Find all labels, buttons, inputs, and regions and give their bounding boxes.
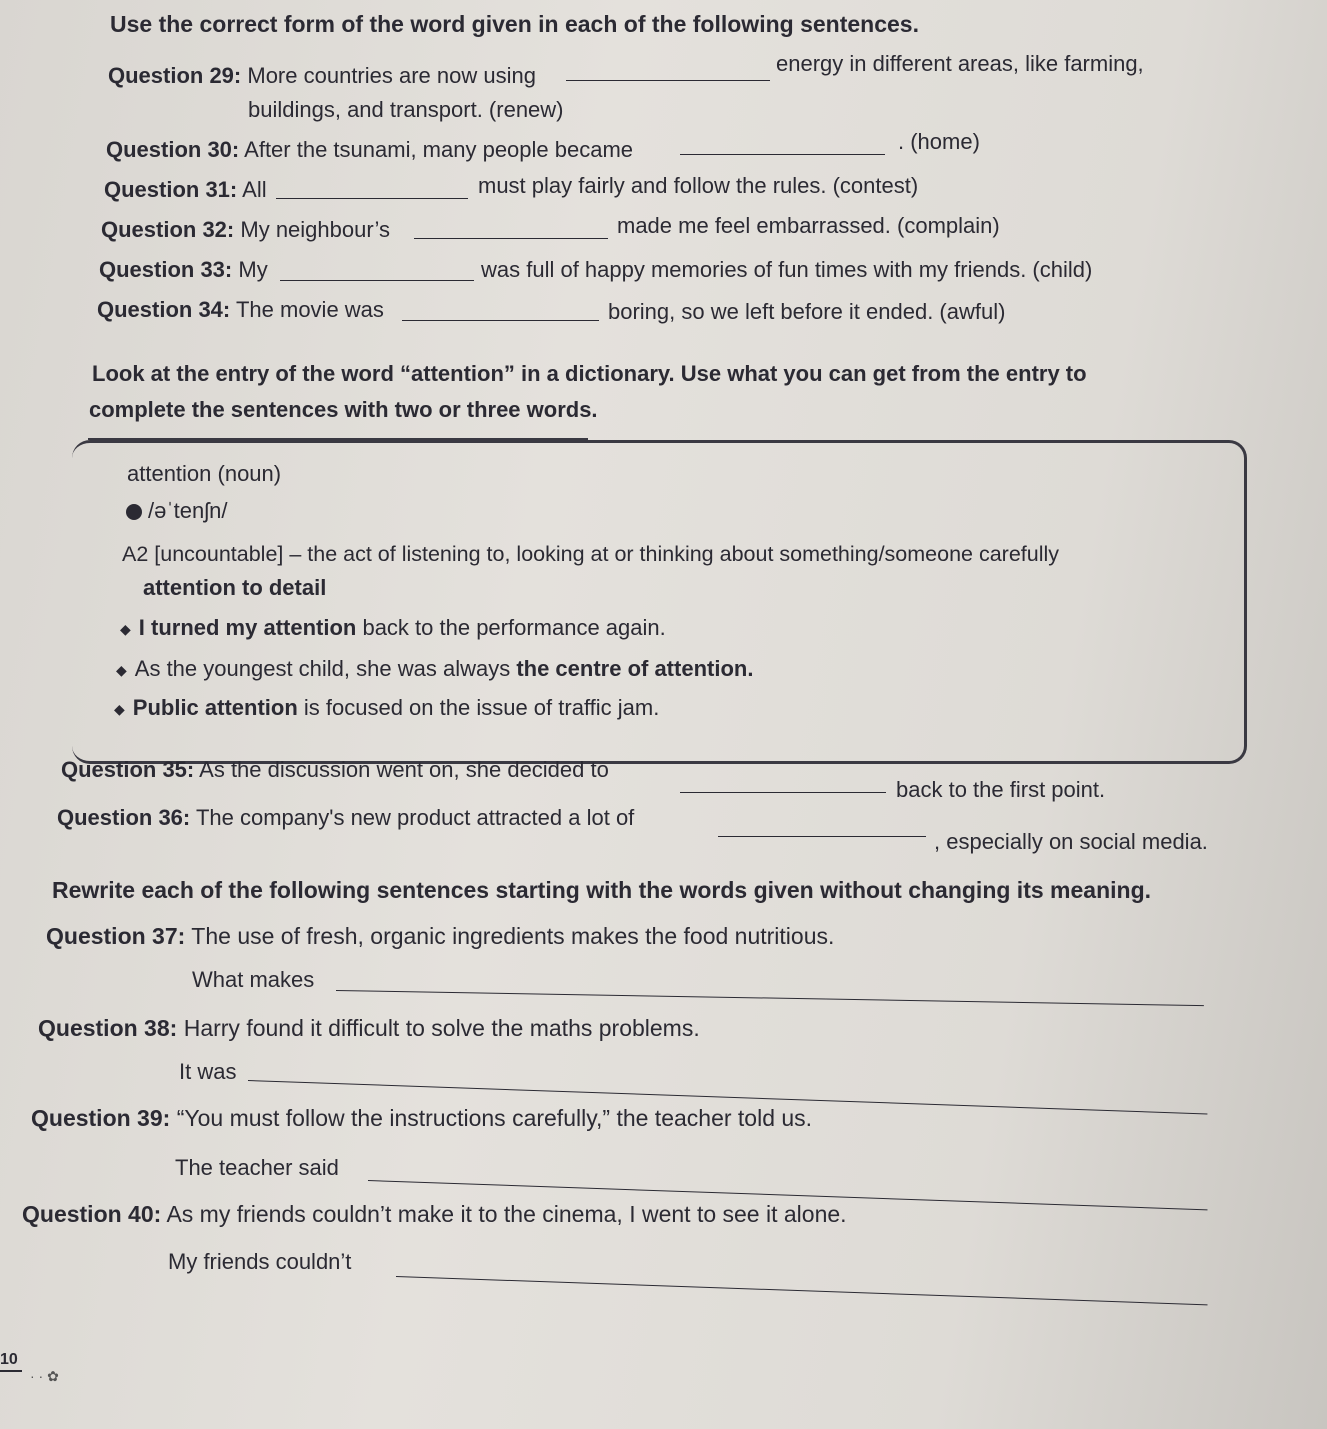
question-40 bbox=[22, 1200, 847, 1228]
q35-label: Question 35: bbox=[61, 757, 195, 782]
entry-pronunciation: /əˈtenʃn/ bbox=[148, 498, 228, 523]
question-37 bbox=[46, 922, 834, 950]
diamond-bullet-icon: ◆ bbox=[114, 701, 125, 718]
q40-answer-line[interactable] bbox=[396, 1276, 1208, 1305]
question-32 bbox=[101, 216, 390, 244]
question-35 bbox=[61, 756, 609, 784]
q35-after: back to the first point. bbox=[896, 777, 1106, 802]
q32-after: made me feel embarrassed. (complain) bbox=[617, 213, 1000, 238]
q40-label: Question 40: bbox=[22, 1201, 162, 1227]
entry-pronunciation-row bbox=[126, 497, 228, 525]
question-34 bbox=[97, 296, 384, 324]
q29-answer-blank[interactable] bbox=[566, 80, 770, 81]
q40-start: My friends couldn’t bbox=[168, 1249, 352, 1274]
q38-start: It was bbox=[179, 1059, 237, 1084]
q40-text: As my friends couldn’t make it to the cinema, I went to see it alone. bbox=[166, 1201, 847, 1227]
q36-answer-blank[interactable] bbox=[718, 836, 926, 837]
section2-instruction-line1: Look at the entry of the word “attention” in a dictionary. Use what you can get from the entry to bbox=[92, 361, 1087, 386]
q31-label: Question 31: bbox=[104, 177, 238, 202]
ex2-bold: the centre of attention. bbox=[516, 656, 754, 681]
q35-before: As the discussion went on, she decided to bbox=[199, 757, 609, 782]
question-33 bbox=[99, 256, 268, 284]
q38-text: Harry found it difficult to solve the maths problems. bbox=[183, 1015, 700, 1041]
entry-example-1 bbox=[120, 614, 666, 643]
q31-after: must play fairly and follow the rules. (contest) bbox=[478, 173, 919, 198]
entry-definition: A2 [uncountable] – the act of listening to, looking at or thinking about something/someone carefully bbox=[122, 542, 1060, 566]
ex3-rest: is focused on the issue of traffic jam. bbox=[297, 695, 660, 720]
diamond-bullet-icon: ◆ bbox=[116, 662, 127, 679]
entry-example-3 bbox=[114, 694, 659, 723]
question-39 bbox=[31, 1104, 812, 1132]
q34-after: boring, so we left before it ended. (awful) bbox=[608, 299, 1006, 324]
q34-before: The movie was bbox=[235, 297, 384, 322]
q33-label: Question 33: bbox=[99, 257, 233, 282]
q38-label: Question 38: bbox=[38, 1015, 178, 1041]
page-decoration-icon: · · ✿ bbox=[30, 1368, 59, 1384]
q32-before: My neighbour’s bbox=[240, 217, 390, 242]
entry-headword: attention (noun) bbox=[127, 461, 282, 486]
q37-text: The use of fresh, organic ingredients makes the food nutritious. bbox=[191, 923, 835, 949]
audio-speaker-icon[interactable] bbox=[126, 504, 142, 520]
q29-continuation: buildings, and transport. (renew) bbox=[248, 97, 564, 122]
q34-answer-blank[interactable] bbox=[402, 320, 599, 321]
q30-answer-blank[interactable] bbox=[680, 154, 885, 155]
q32-label: Question 32: bbox=[101, 217, 235, 242]
q30-before: After the tsunami, many people became bbox=[244, 137, 634, 162]
ex1-bold: I turned my attention bbox=[138, 615, 357, 640]
q33-answer-blank[interactable] bbox=[280, 280, 474, 281]
page-number: 10 bbox=[0, 1350, 22, 1372]
question-29 bbox=[108, 62, 536, 90]
q35-answer-blank[interactable] bbox=[680, 792, 886, 793]
diamond-bullet-icon: ◆ bbox=[120, 621, 131, 638]
ex2-start: As the youngest child, she was always bbox=[134, 656, 517, 681]
q37-label: Question 37: bbox=[46, 923, 186, 949]
question-30 bbox=[106, 136, 633, 164]
section3-instruction: Rewrite each of the following sentences starting with the words given without changing its meaning. bbox=[52, 877, 1152, 903]
q36-after: , especially on social media. bbox=[934, 829, 1208, 854]
question-38 bbox=[38, 1014, 700, 1042]
q37-start: What makes bbox=[192, 967, 315, 992]
ex3-bold: Public attention bbox=[132, 695, 298, 720]
question-31 bbox=[104, 176, 267, 204]
q29-after: energy in different areas, like farming, bbox=[776, 51, 1144, 76]
q37-answer-line[interactable] bbox=[336, 990, 1204, 1006]
section2-instruction-line2: complete the sentences with two or three words. bbox=[89, 397, 598, 422]
q31-answer-blank[interactable] bbox=[276, 198, 468, 199]
q39-start: The teacher said bbox=[175, 1155, 339, 1180]
q30-after: . (home) bbox=[898, 129, 980, 154]
q32-answer-blank[interactable] bbox=[414, 238, 608, 239]
q39-text: “You must follow the instructions carefully,” the teacher told us. bbox=[176, 1105, 813, 1131]
entry-example-2 bbox=[116, 655, 753, 684]
q31-before: All bbox=[242, 177, 267, 202]
q39-label: Question 39: bbox=[31, 1105, 171, 1131]
q36-before: The company's new product attracted a lot of bbox=[195, 805, 635, 830]
q33-after: was full of happy memories of fun times with my friends. (child) bbox=[481, 257, 1093, 282]
q30-label: Question 30: bbox=[106, 137, 240, 162]
q34-label: Question 34: bbox=[97, 297, 231, 322]
section1-instruction: Use the correct form of the word given in each of the following sentences. bbox=[110, 11, 919, 37]
question-36 bbox=[57, 804, 634, 832]
q33-before: My bbox=[238, 257, 268, 282]
q29-before: More countries are now using bbox=[247, 63, 536, 88]
entry-collocation: attention to detail bbox=[143, 575, 327, 600]
q29-label: Question 29: bbox=[108, 63, 242, 88]
q36-label: Question 36: bbox=[57, 805, 191, 830]
ex1-rest: back to the performance again. bbox=[356, 615, 666, 640]
